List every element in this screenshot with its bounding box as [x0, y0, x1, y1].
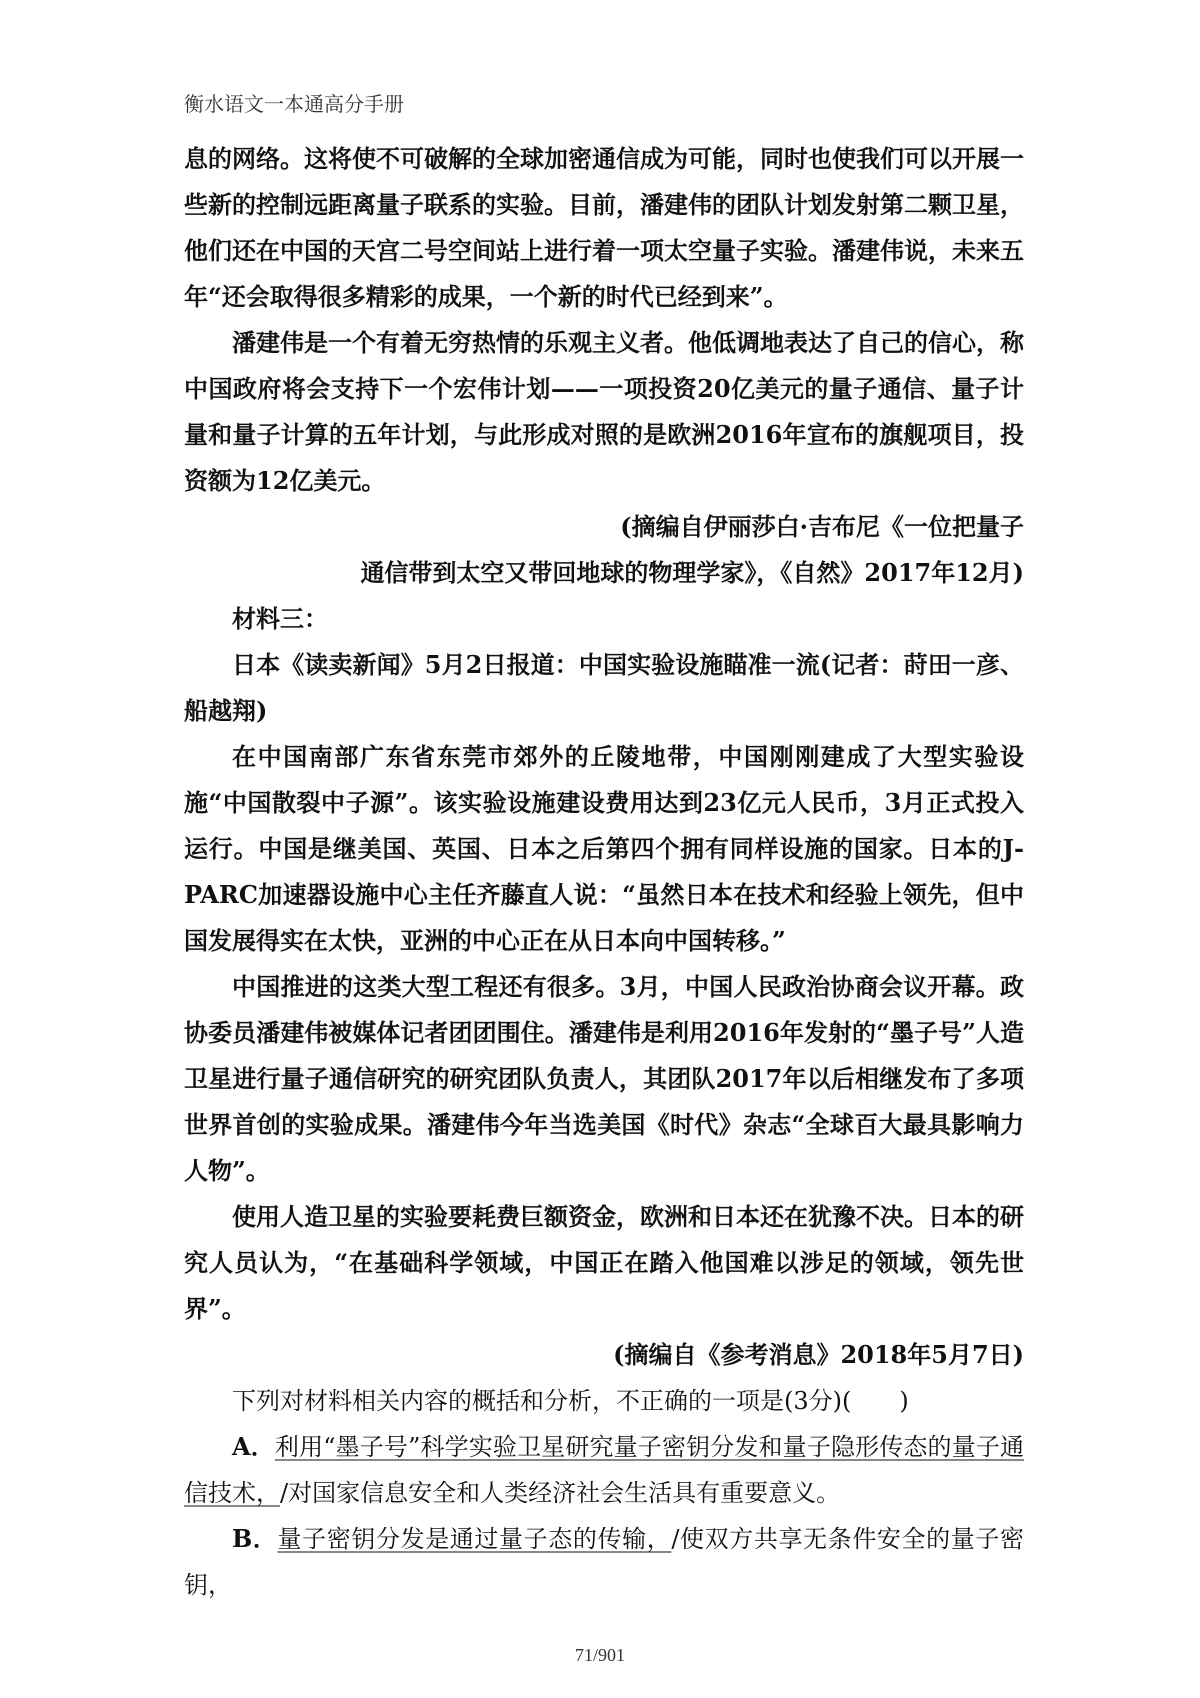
page-number: 71/901: [574, 1645, 625, 1665]
paragraph-spallation-source: 在中国南部广东省东莞市郊外的丘陵地带，中国刚刚建成了大型实验设施“中国散裂中子源”。该实验设施建设费用达到23亿元人民币，3月正式投入运行。中国是继美国、英国、日本之后第四个拥有同样设施的国家。日本的J-PARC加速器设施中心主任齐藤直人说：“虽然日本在技术和经验上领先，但中国发展得实在太快，亚洲的中心正在从日本向中国转移。”: [184, 742, 1024, 955]
paragraph-pan-optimist: 潘建伟是一个有着无穷热情的乐观主义者。他低调地表达了自己的信心，称中国政府将会支持下一个宏伟计划——一项投资20亿美元的量子通信、量子计量和量子计算的五年计划，与此形成对照的是欧洲2016年宣布的旗舰项目，投资额为12亿美元。: [184, 328, 1024, 495]
question-stem: 下列对材料相关内容的概括和分析，不正确的一项是(3分)( ): [232, 1387, 909, 1415]
option-b-part1: 量子密钥分发是通过量子态的传输，: [277, 1525, 672, 1553]
option-b-part2: /使双方共享无条件安全的量子密钥，: [184, 1525, 1024, 1599]
material-three-heading: 材料三：: [232, 604, 328, 633]
paragraph-yomiuri-report: 日本《读卖新闻》5月2日报道：中国实验设施瞄准一流(记者：莳田一彦、船越翔): [184, 650, 1024, 725]
option-a-part1: 利用“墨子号”科学实验卫星研究量子密钥分发和量子隐形传态的量子通信技术，: [184, 1433, 1024, 1507]
option-a-label: A．: [232, 1432, 275, 1461]
document-body: [184, 136, 1024, 1608]
source-citation-nature-line1: (摘编自伊丽莎白·吉布尼《一位把量子: [620, 512, 1024, 541]
source-citation-reference-news: (摘编自《参考消息》2018年5月7日): [613, 1340, 1024, 1369]
source-citation-nature-line2: 通信带到太空又带回地球的物理学家》，《自然》2017年12月): [360, 558, 1024, 587]
option-a: [184, 1424, 1024, 1516]
paragraph-large-projects: 中国推进的这类大型工程还有很多。3月，中国人民政治协商会议开幕。政协委员潘建伟被媒体记者团团围住。潘建伟是利用2016年发射的“墨子号”人造卫星进行量子通信研究的研究团队负责人，其团队2017年以后相继发布了多项世界首创的实验成果。潘建伟今年当选美国《时代》杂志“全球百大最具影响力人物”。: [184, 972, 1024, 1185]
paragraph-satellite-cost: 使用人造卫星的实验要耗费巨额资金，欧洲和日本还在犹豫不决。日本的研究人员认为，“在基础科学领域，中国正在踏入他国难以涉足的领域，领先世界”。: [184, 1202, 1024, 1323]
paragraph-continuation: 息的网络。这将使不可破解的全球加密通信成为可能，同时也使我们可以开展一些新的控制远距离量子联系的实验。目前，潘建伟的团队计划发射第二颗卫星，他们还在中国的天宫二号空间站上进行着一项太空量子实验。潘建伟说，未来五年“还会取得很多精彩的成果，一个新的时代已经到来”。: [184, 144, 1024, 311]
book-header: 衡水语文一本通高分手册: [184, 94, 404, 116]
option-a-part2: /对国家信息安全和人类经济社会生活具有重要意义。: [280, 1479, 841, 1507]
option-b-label: B．: [232, 1524, 278, 1553]
option-b: [184, 1516, 1024, 1608]
